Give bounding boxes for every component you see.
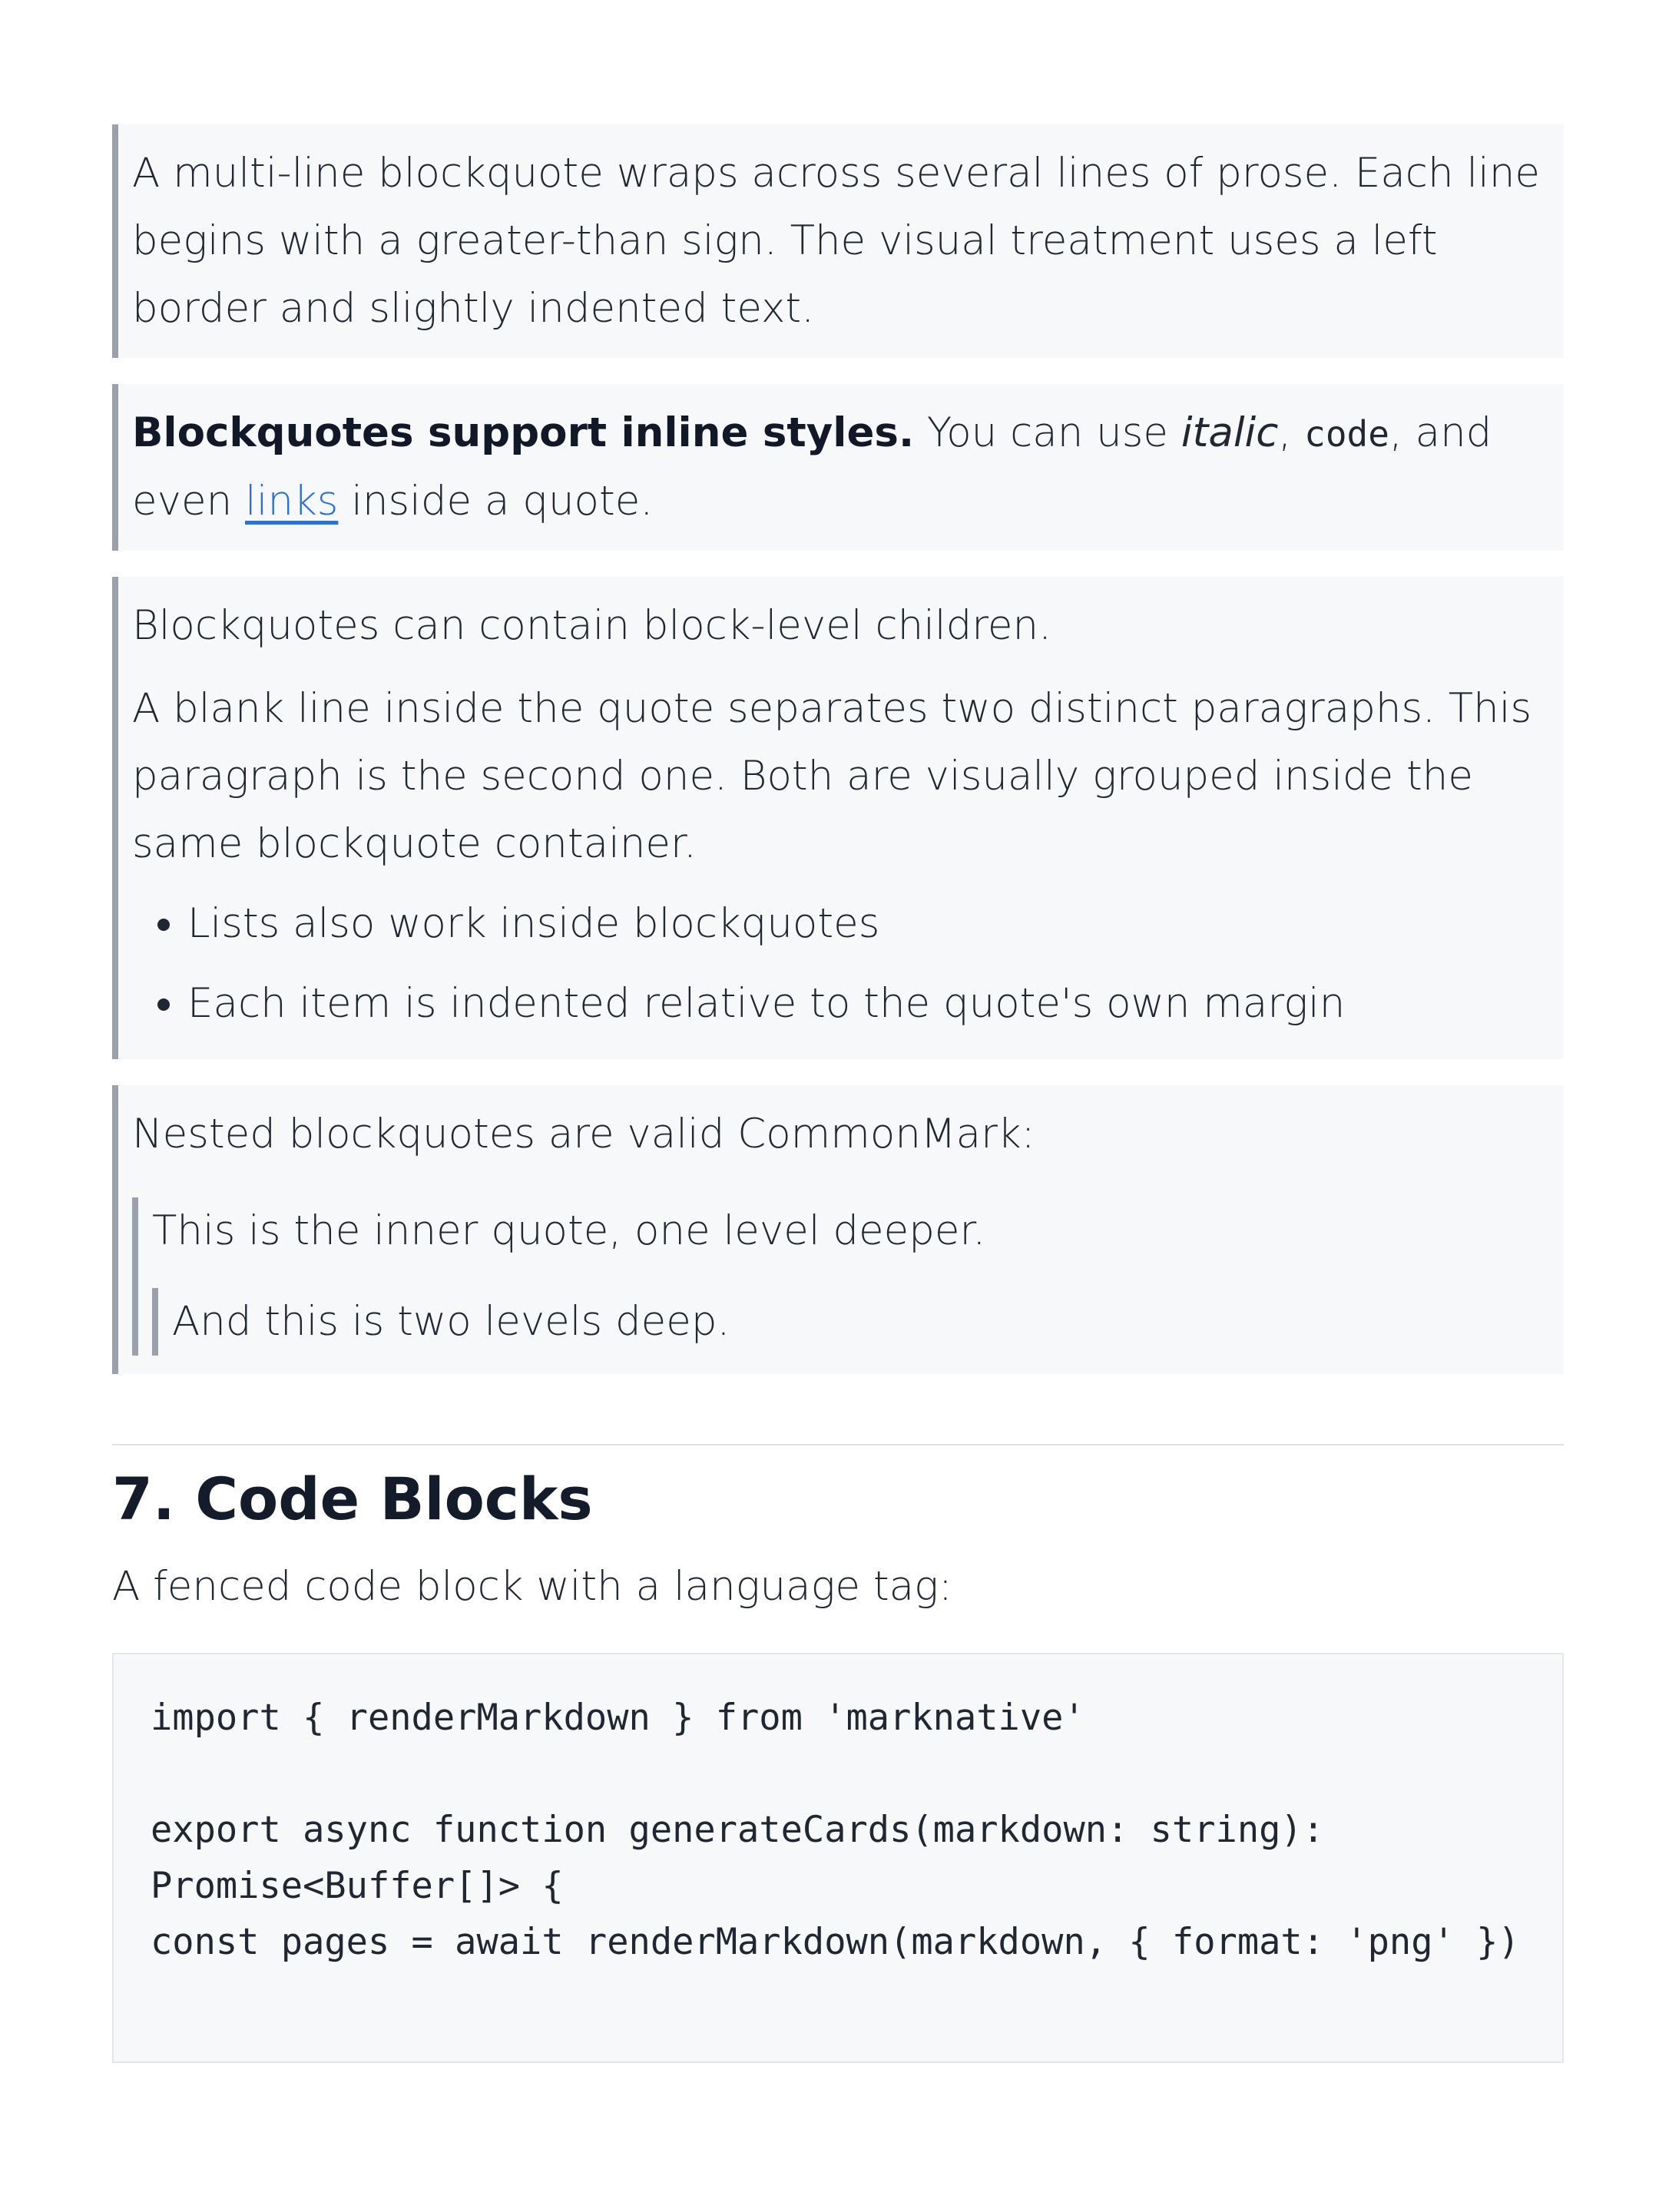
blockquote-paragraph bbox=[132, 399, 1542, 535]
blockquote-block-children bbox=[112, 577, 1564, 1059]
blockquote-inline-styles bbox=[112, 384, 1564, 551]
code-line: import { renderMarkdown } from 'marknative' bbox=[151, 1697, 1085, 1739]
inner-inner-blockquote bbox=[152, 1288, 1542, 1356]
plain-text: , and even bbox=[132, 409, 1492, 525]
list-item: • Lists also work inside blockquotes bbox=[187, 884, 1542, 964]
blockquote-paragraph: Blockquotes can contain block-level children. bbox=[132, 602, 1051, 649]
code-line: export async function generateCards(markdown: string): Promise<Buffer[]> { bbox=[151, 1809, 1346, 1907]
links-link[interactable]: links bbox=[245, 478, 339, 525]
inner-inner-blockquote-paragraph: And this is two levels deep. bbox=[172, 1298, 730, 1345]
section-heading: 7. Code Blocks bbox=[112, 1465, 593, 1533]
plain-text: You can use bbox=[914, 409, 1181, 456]
blockquote-list bbox=[132, 884, 1542, 1044]
code-line: const pages = await renderMarkdown(markdown, { format: 'png' }) bbox=[151, 1921, 1520, 1963]
section-intro: A fenced code block with a language tag: bbox=[112, 1563, 952, 1610]
italic-text: italic bbox=[1181, 409, 1279, 456]
inline-code: code bbox=[1304, 413, 1389, 455]
section-divider bbox=[112, 1444, 1564, 1445]
code-block bbox=[112, 1653, 1564, 2063]
plain-text: inside a quote. bbox=[338, 478, 654, 525]
list-item: • Each item is indented relative to the quote's own margin bbox=[187, 964, 1542, 1044]
document-page bbox=[112, 124, 1564, 1963]
code-line bbox=[151, 1746, 1525, 1802]
blockquote-nested bbox=[112, 1085, 1564, 1374]
blockquote-paragraph: A blank line inside the quote separates two distinct paragraphs. This paragraph is the second one. Both are visually grouped inside the same blockquote container. bbox=[132, 685, 1532, 867]
blockquote-paragraph: A multi-line blockquote wraps across several lines of prose. Each line begins with a greater-than sign. The visual treatment uses a left border and slightly indented text. bbox=[132, 150, 1541, 332]
bold-text: Blockquotes support inline styles. bbox=[132, 409, 915, 456]
blockquote-paragraph: Nested blockquotes are valid CommonMark: bbox=[132, 1111, 1035, 1157]
blockquote-multiline bbox=[112, 124, 1564, 358]
inner-blockquote-paragraph: This is the inner quote, one level deeper. bbox=[152, 1207, 986, 1254]
inner-blockquote bbox=[132, 1197, 1542, 1356]
plain-text: , bbox=[1278, 409, 1305, 456]
